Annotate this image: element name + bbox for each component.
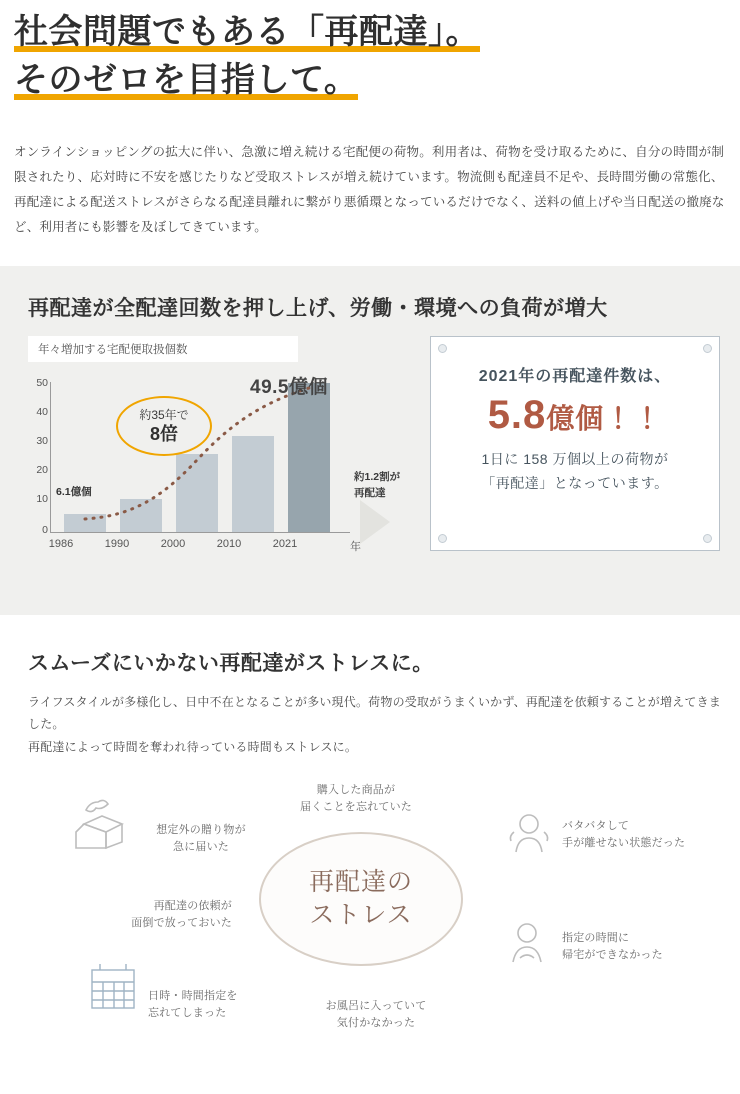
screw-icon-top-left <box>438 344 447 353</box>
calendar-icon <box>86 962 140 1014</box>
screw-icon-bottom-right <box>703 534 712 543</box>
note-busy-line2: 手が離せない状態だった <box>562 837 686 850</box>
y-tick-40: 40 <box>36 406 48 419</box>
growth-annotation-line2: 8倍 <box>149 423 178 444</box>
intro-paragraph: オンラインショッピングの拡大に伴い、急激に増え続ける宅配便の荷物。利用者は、荷物を受け取るために、自分の時間が制限されたり、応対時に不安を感じたりなど受取ストレスが増え続けています。物流側も配達員不足や、長時間労働の常態化、再配達による配送ストレスがさらなる配達員離れに繋がり悪循環となっているだけでなく、送料の値上げや当日配送の撤廃など、利用者にも影響を及ぼしてきています。 <box>14 145 725 235</box>
note-troublesome-line2: 面倒で放っておいた <box>131 917 232 930</box>
y-tick-50: 50 <box>36 377 48 390</box>
bar-1990 <box>120 499 162 532</box>
x-axis <box>50 532 350 533</box>
stress-center-oval <box>259 832 463 966</box>
y-axis <box>50 382 51 532</box>
growth-annotation-line1: 約35年で <box>139 407 189 422</box>
info-card-big-value <box>445 392 705 438</box>
y-tick-10: 10 <box>36 493 48 506</box>
note-bath-line2: 気付かなかった <box>336 1017 416 1030</box>
info-card-number: 5.8 <box>487 393 547 438</box>
info-card-unit: 億個！！ <box>546 403 663 435</box>
stress-section-title: スムーズにいかない再配達がストレスに。 <box>28 652 434 676</box>
y-tick-20: 20 <box>36 464 48 477</box>
stress-center-line2: ストレス <box>309 900 413 929</box>
bar-1986 <box>64 514 106 532</box>
gift-box-icon <box>72 798 130 854</box>
redelivery-ratio-note <box>354 470 422 500</box>
note-busy <box>562 818 712 853</box>
value-label-1986: 6.1億個 <box>56 486 92 499</box>
x-tick-2010: 2010 <box>216 538 242 551</box>
person-bowing-icon <box>504 918 550 966</box>
chart-caption: 年々増加する宅配便取扱個数 <box>28 336 298 362</box>
x-tick-2021: 2021 <box>272 538 298 551</box>
stress-text-line1: ライフスタイルが多様化し、日中不在となることが多い現代。荷物の受取がうまくいかず、再配達を依頼することが増えてきました。 <box>28 695 722 732</box>
stress-text-line2: 再配達によって時間を奪われ待っている時間もストレスに。 <box>28 739 358 754</box>
note-bath-line1: お風呂に入っていて <box>325 999 427 1012</box>
redelivery-ratio-line2: 再配達 <box>354 486 386 499</box>
page-headline <box>0 0 740 104</box>
note-forgot-purchase <box>286 782 426 817</box>
note-not-home <box>562 930 712 965</box>
headline-line-2 <box>14 58 358 104</box>
screw-icon-top-right <box>703 344 712 353</box>
headline-line-1 <box>14 10 480 56</box>
note-troublesome <box>92 898 232 933</box>
chart-section <box>0 266 740 615</box>
y-tick-0: 0 <box>42 524 48 537</box>
headline-text-1: 社会問題でもある「再配達」。 <box>14 13 480 51</box>
x-tick-1986: 1986 <box>48 538 74 551</box>
screw-icon-bottom-left <box>438 534 447 543</box>
stress-section <box>0 615 740 1050</box>
arrow-right-icon <box>360 500 390 544</box>
note-forgot-datetime <box>148 988 288 1023</box>
info-card-line1: 2021年の再配達件数は、 <box>478 368 672 386</box>
note-not-home-line1: 指定の時間に <box>562 931 630 944</box>
growth-annotation-bubble <box>116 396 212 456</box>
bar-2021 <box>288 383 330 532</box>
redelivery-count-card <box>430 336 720 551</box>
value-label-2021: 49.5億個 <box>250 377 328 399</box>
note-gift-line2: 急に届いた <box>173 841 229 854</box>
info-card-line3 <box>445 448 705 496</box>
note-forgot-datetime-line2: 忘れてしまった <box>148 1007 227 1020</box>
note-not-home-line2: 帰宅ができなかった <box>562 949 663 962</box>
info-card-line3-b: 「再配達」となっています。 <box>481 475 669 492</box>
chart-plot-area <box>28 374 418 589</box>
chart-section-title: 再配達が全配達回数を押し上げ、労働・環境への負荷が増大 <box>28 297 608 321</box>
redelivery-ratio-line1: 約1.2割が <box>354 471 401 484</box>
x-tick-1990: 1990 <box>104 538 130 551</box>
bar-group <box>58 382 348 532</box>
note-bath <box>306 998 446 1033</box>
note-forgot-datetime-line1: 日時・時間指定を <box>148 989 238 1002</box>
bar-2010 <box>232 436 274 532</box>
note-gift <box>146 822 256 857</box>
note-troublesome-line1: 再配達の依頼が <box>153 899 232 912</box>
headline-row-2 <box>14 58 726 104</box>
stress-diagram <box>14 770 726 1050</box>
stress-center-line1: 再配達の <box>308 868 413 897</box>
x-tick-2000: 2000 <box>160 538 186 551</box>
bar-chart-card <box>28 336 418 589</box>
headline-row-1 <box>14 10 726 56</box>
note-gift-line1: 想定外の贈り物が <box>156 823 246 836</box>
headline-text-2: そのゼロを目指して。 <box>14 60 359 99</box>
x-axis-unit: 年 <box>350 541 361 554</box>
y-tick-30: 30 <box>36 435 48 448</box>
busy-person-icon <box>504 808 554 856</box>
info-card-line3-a: 1日に 158 万個以上の荷物が <box>481 451 669 468</box>
note-busy-line1: バタバタして <box>562 819 630 832</box>
note-forgot-purchase-line2: 届くことを忘れていた <box>300 801 412 814</box>
chart-and-info-wrapper <box>14 336 726 589</box>
bar-2000 <box>176 454 218 532</box>
note-forgot-purchase-line1: 購入した商品が <box>316 783 396 796</box>
